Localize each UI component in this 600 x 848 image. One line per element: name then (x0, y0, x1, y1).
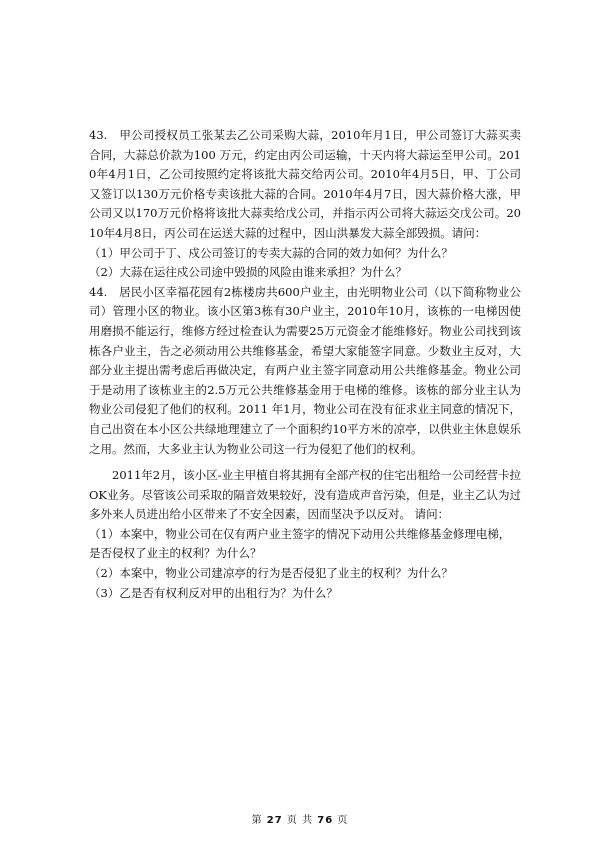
page-content (89, 126, 521, 603)
footer-page-number: 27 (266, 815, 283, 826)
question-44-sub-2: （2）本案中，物业公司建凉亭的行为是否侵犯了业主的权利？为什么？ (89, 566, 453, 581)
question-44 (89, 283, 521, 604)
footer-prefix: 第 (251, 815, 263, 826)
question-43-sub-1: （1）甲公司于丁、戍公司签订的专卖大蒜的合同的效力如何？为什么？ (89, 245, 453, 260)
page-footer (0, 811, 600, 826)
footer-suffix: 页 (337, 815, 349, 826)
question-44-text-2: 2011年2月，该小区-业主甲植自将其拥有全部产权的住宅出租给一公司经营卡拉OK业务。尽管该公司采取的隔音效果较好，没有造成声音污染，但是，业主乙认为过多外来人员进出给小区带来了不安全因素，因而坚决予以反对。 请问： (89, 468, 522, 522)
question-44-text: 44. 居民小区幸福花园有2栋楼房共600户业主，由光明物业公司（以下简称物业公司）管理小区的物业。该小区第3栋有30户业主，2010年10月，该栋的一电梯因使用磨损不能运行，维修方经过检查认为需要25万元资金才能维修好。物业公司找到该栋各户业主，告之必须动用公共维修基金，希望大家能签字同意。少数业主反对，大部分业主提出需考虑后再做决定，有两户业主签字同意动用公共维修基金。物业公司于是动用了该栋业主的2.5万元公共维修基金用于电梯的维修。该栋的部分业主认为物业公司侵犯了他们的权利。2011 年1月，物业公司在没有征求业主同意的情况下，自己出资在本小区公共绿地理建立了一个面积约10平方米的凉亭，以供业主休息娱乐之用。然而，大多业主认为物业公司这一行为侵犯了他们的权利。 (89, 284, 521, 456)
footer-total-pages: 76 (317, 815, 334, 826)
question-43 (89, 126, 521, 283)
question-44-sub-1: （1）本案中，物业公司在仅有两户业主签字的情况下动用公共维修基金修理电梯，是否侵权了业主的权利？为什么？ (89, 526, 511, 561)
question-43-sub-2: （2）大蒜在运往戍公司途中毁损的风险由谁来承担？为什么？ (89, 265, 407, 280)
question-44-sub-3: （3）乙是否有权利反对甲的出租行为？为什么？ (89, 585, 338, 600)
footer-mid: 页 共 (286, 815, 314, 826)
question-43-text: 43. 甲公司授权员工张某去乙公司采购大蒜，2010年月1日，甲公司签订大蒜买卖合同，大蒜总价款为100 万元，约定由丙公司运输，十天内将大蒜运至甲公司。2010年4月1日，乙公司按照约定将该批大蒜交给丙公司。2010年4月5日，甲、丁公司又签订以130万元价格专卖该批大蒜的合同。2010年4月7日，因大蒜价格大涨，甲公司又以170万元价格将该批大蒜卖给戊公司，并指示丙公司将大蒜运交戊公司。2010年4月8日，丙公司在运送大蒜的过程中，因山洪暴发大蒜全部毁损。请问： (89, 128, 521, 240)
